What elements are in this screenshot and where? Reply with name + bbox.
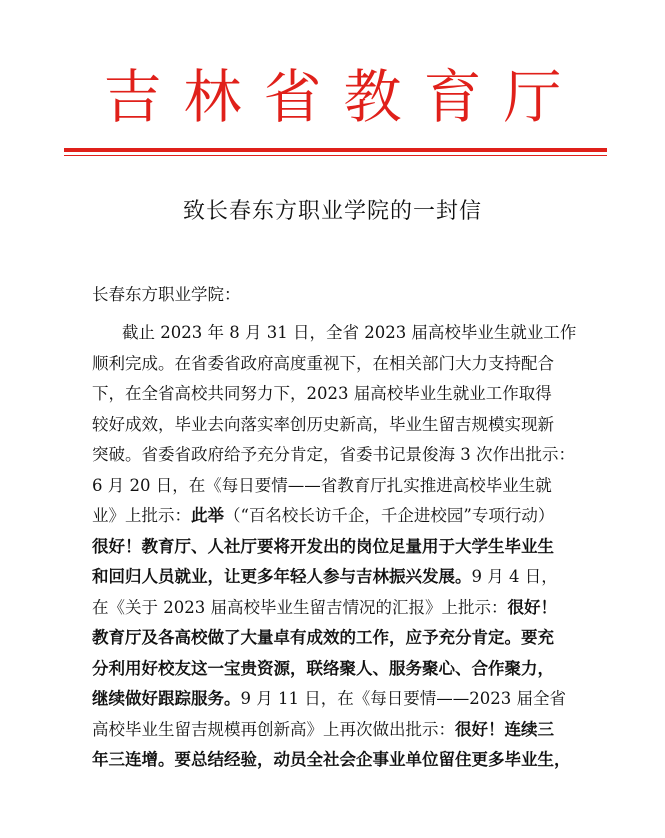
- letter-body-bold-text: 很好！: [507, 597, 557, 617]
- masthead-org-name: 吉林省教育厅: [103, 63, 584, 131]
- letter-body-line: [92, 440, 592, 471]
- letter-body-text: 业》上批示：: [92, 506, 191, 525]
- letter-body-text: 突破。省委省政府给予充分肯定，省委书记景俊海 3 次作出批示：: [92, 445, 575, 464]
- letter-body-line: [92, 501, 592, 532]
- letter-body-text: 9 月 4 日，: [471, 567, 558, 586]
- letter-salutation: 长春东方职业学院：: [92, 285, 241, 304]
- letter-body-text: （“百名校长访千企，千企进校园”专项行动）: [224, 506, 555, 525]
- letter-body-bold-text: 年三连增。要总结经验，动员全社会企事业单位留住更多毕业生，: [92, 750, 571, 769]
- letter-body-bold-text: 继续做好跟踪服务。: [92, 689, 241, 708]
- letter-body-line: [92, 532, 592, 563]
- masthead-red-rule: [64, 148, 607, 152]
- letter-body-line: [92, 745, 592, 776]
- letter-title: 致长春东方职业学院的一封信: [182, 199, 482, 224]
- letter-body-line: [92, 379, 592, 410]
- letter-body-line: [92, 654, 592, 685]
- letter-body-line: [92, 715, 592, 746]
- letter-body-text: 在《关于 2023 届高校毕业生留吉情况的汇报》上批示：: [92, 597, 508, 617]
- letter-body-text: 较好成效，毕业去向落实率创历史新高，毕业生留吉规模实现新: [92, 414, 554, 434]
- letter-body-line: [92, 318, 592, 349]
- letter-body: [92, 318, 592, 776]
- letter-body-text: 9 月 11 日，在《每日要情——2023 届全省: [240, 689, 566, 708]
- letter-body-text: 6 月 20 日，在《每日要情——省教育厅扎实推进高校毕业生就: [92, 475, 552, 495]
- letter-body-bold-text: 此举: [191, 506, 224, 525]
- letter-body-bold-text: 很好！教育厅、人社厅要将开发出的岗位足量用于大学生毕业生: [92, 536, 554, 556]
- letter-body-line: [92, 562, 592, 593]
- letter-body-text: 截止 2023 年 8 月 31 日，全省 2023 届高校毕业生就业工作: [122, 323, 577, 342]
- letter-body-text: 高校毕业生留吉规模再创新高》上再次做出批示：: [92, 719, 455, 739]
- masthead-red-rule-thin: [64, 155, 607, 156]
- letter-body-line: [92, 349, 592, 380]
- letter-body-text: 顺利完成。在省委省政府高度重视下，在相关部门大力支持配合: [92, 353, 554, 373]
- letter-body-bold-text: 很好！连续三: [455, 719, 554, 739]
- letter-body-line: [92, 410, 592, 441]
- letter-body-text: 下，在全省高校共同努力下，2023 届高校毕业生就业工作取得: [92, 384, 552, 403]
- letter-body-bold-text: 和回归人员就业，让更多年轻人参与吉林振兴发展。: [92, 567, 472, 586]
- letter-body-bold-text: 分利用好校友这一宝贵资源，联络聚人、服务聚心、合作聚力，: [92, 658, 554, 678]
- letter-body-line: [92, 684, 592, 715]
- letter-body-line: [92, 593, 592, 624]
- letter-body-line: [92, 471, 592, 502]
- letter-body-bold-text: 教育厅及各高校做了大量卓有成效的工作，应予充分肯定。要充: [92, 628, 554, 647]
- letter-body-line: [92, 623, 592, 654]
